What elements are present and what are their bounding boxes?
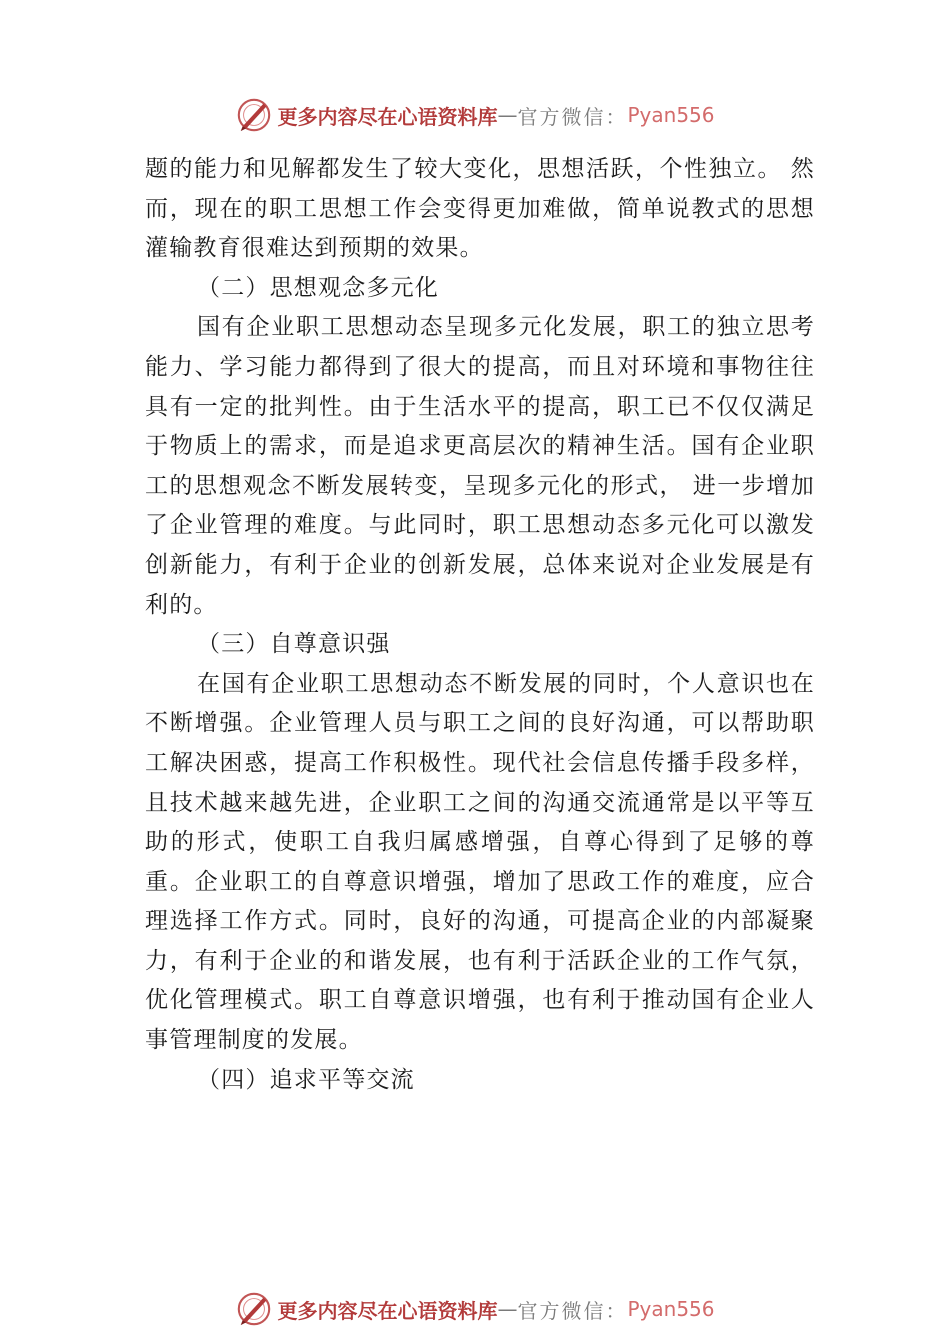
watermark-footer: [0, 1287, 950, 1331]
paragraph-1: 题的能力和见解都发生了较大变化，思想活跃，个性独立。 然而，现在的职工思想工作会变得更加难做，简单说教式的思想灌输教育很难达到预期的效果。: [145, 156, 815, 262]
document-body: [145, 150, 815, 1100]
watermark-dash: —: [497, 103, 518, 127]
watermark-sub-text: 官方微信：: [517, 104, 628, 129]
watermark-dash: —: [497, 1297, 518, 1321]
section-heading-3: （三）自尊意识强: [197, 631, 391, 658]
watermark-wechat-id: Pyan556: [627, 1297, 715, 1321]
watermark-header: [0, 93, 950, 137]
watermark-main-text: 更多内容尽在心语资料库: [277, 1298, 498, 1323]
paragraph-2: 国有企业职工思想动态呈现多元化发展，职工的独立思考能力、学习能力都得到了很大的提高，而且对环境和事物往往具有一定的批判性。由于生活水平的提高，职工已不仅仅满足于物质上的需求，而是追求更高层次的精神生活。国有企业职工的思想观念不断发展转变，呈现多元化的形式， 进一步增加了企业管理的难度。与此同时，职工思想动态多元化可以激发创新能力，有利于企业的创新发展，总体来说对企业发展是有利的。: [145, 314, 815, 618]
brush-logo-icon: [235, 96, 273, 134]
watermark-sub-text: 官方微信：: [517, 1298, 628, 1323]
brush-logo-icon: [235, 1290, 273, 1328]
section-heading-2: （二）思想观念多元化: [197, 274, 439, 301]
watermark-wechat-id: Pyan556: [627, 103, 715, 127]
paragraph-3: 在国有企业职工思想动态不断发展的同时，个人意识也在不断增强。企业管理人员与职工之间的良好沟通，可以帮助职工解决困惑，提高工作积极性。现代社会信息传播手段多样，且技术越来越先进，企业职工之间的沟通交流通常是以平等互助的形式，使职工自我归属感增强，自尊心得到了足够的尊重。企业职工的自尊意识增强，增加了思政工作的难度，应合理选择工作方式。同时，良好的沟通，可提高企业的内部凝聚力，有利于企业的和谐发展，也有利于活跃企业的工作气氛，优化管理模式。职工自尊意识增强，也有利于推动国有企业人事管理制度的发展。: [145, 670, 815, 1054]
section-heading-4: （四）追求平等交流: [197, 1066, 415, 1093]
watermark-main-text: 更多内容尽在心语资料库: [277, 104, 498, 129]
